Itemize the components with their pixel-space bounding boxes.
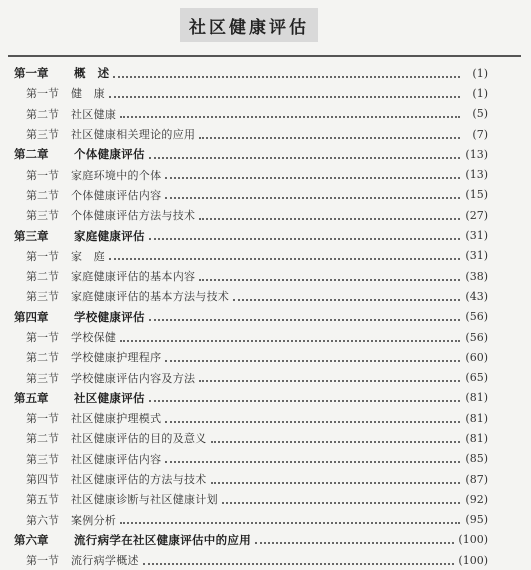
table-of-contents bbox=[14, 63, 488, 570]
dot-leader bbox=[120, 115, 460, 118]
entry-number: 第六节 bbox=[26, 513, 59, 527]
title-rule bbox=[8, 55, 521, 57]
entry-page-number: (85) bbox=[465, 452, 488, 466]
toc-section-entry bbox=[14, 489, 488, 509]
entry-number: 第三节 bbox=[26, 128, 59, 142]
entry-page-number: (95) bbox=[465, 513, 488, 527]
toc-section-entry bbox=[14, 449, 488, 469]
entry-page-number: (100) bbox=[458, 553, 488, 567]
entry-page-number: (81) bbox=[465, 391, 488, 405]
entry-title: 家庭环境中的个体 bbox=[71, 168, 162, 182]
entry-title: 健 康 bbox=[71, 87, 105, 101]
toc-section-entry bbox=[14, 510, 488, 530]
entry-number: 第一章 bbox=[14, 66, 49, 81]
entry-page-number: (60) bbox=[465, 350, 488, 364]
entry-title: 家庭健康评估 bbox=[74, 228, 145, 243]
entry-page-number: (81) bbox=[465, 411, 488, 425]
entry-number: 第二节 bbox=[26, 107, 59, 121]
dot-leader bbox=[165, 359, 460, 362]
entry-title: 社区健康评估 bbox=[74, 390, 145, 405]
toc-section-entry bbox=[14, 266, 488, 286]
entry-number: 第三节 bbox=[26, 209, 59, 223]
title-box bbox=[180, 8, 318, 42]
dot-leader bbox=[120, 339, 460, 342]
entry-page-number: (1) bbox=[472, 86, 488, 100]
entry-title: 案例分析 bbox=[71, 513, 117, 527]
entry-page-number: (87) bbox=[465, 472, 488, 486]
entry-page-number: (1) bbox=[472, 66, 488, 80]
toc-section-entry bbox=[14, 469, 488, 489]
entry-title: 学校健康评估 bbox=[74, 309, 145, 324]
entry-title: 社区健康评估内容 bbox=[71, 452, 162, 466]
toc-chapter-entry bbox=[14, 144, 488, 164]
entry-number: 第二章 bbox=[14, 147, 49, 162]
toc-chapter-entry bbox=[14, 225, 488, 245]
toc-section-entry bbox=[14, 124, 488, 144]
entry-title: 个体健康评估 bbox=[74, 147, 145, 162]
dot-leader bbox=[199, 136, 460, 139]
entry-number: 第三章 bbox=[14, 228, 49, 243]
toc-section-entry bbox=[14, 367, 488, 387]
entry-page-number: (56) bbox=[465, 330, 488, 344]
toc-section-entry bbox=[14, 104, 488, 124]
dot-leader bbox=[109, 257, 460, 260]
entry-page-number: (13) bbox=[465, 147, 488, 161]
dot-leader bbox=[233, 298, 460, 301]
page-title: 社区健康评估 bbox=[189, 17, 309, 38]
entry-title: 社区健康相关理论的应用 bbox=[71, 128, 196, 142]
entry-title: 社区健康护理模式 bbox=[71, 412, 162, 426]
entry-title: 个体健康评估内容 bbox=[71, 188, 162, 202]
dot-leader bbox=[143, 562, 455, 565]
dot-leader bbox=[165, 460, 460, 463]
toc-section-entry bbox=[14, 428, 488, 448]
entry-number: 第二节 bbox=[26, 432, 59, 446]
entry-page-number: (56) bbox=[465, 310, 488, 324]
entry-title: 流行病学在社区健康评估中的应用 bbox=[74, 532, 251, 547]
entry-title: 社区健康评估的目的及意义 bbox=[71, 432, 207, 446]
entry-number: 第四章 bbox=[14, 309, 49, 324]
dot-leader bbox=[120, 521, 460, 524]
dot-leader bbox=[222, 501, 460, 504]
entry-title: 个体健康评估方法与技术 bbox=[71, 209, 196, 223]
entry-title: 学校健康评估内容及方法 bbox=[71, 371, 196, 385]
dot-leader bbox=[109, 95, 460, 98]
entry-page-number: (65) bbox=[465, 371, 488, 385]
dot-leader bbox=[199, 379, 460, 382]
entry-page-number: (31) bbox=[465, 229, 488, 243]
entry-title: 概 述 bbox=[74, 66, 110, 81]
toc-section-entry bbox=[14, 347, 488, 367]
entry-page-number: (7) bbox=[472, 127, 488, 141]
entry-number: 第一节 bbox=[26, 168, 59, 182]
dot-leader bbox=[199, 278, 460, 281]
dot-leader bbox=[211, 481, 460, 484]
entry-page-number: (81) bbox=[465, 431, 488, 445]
dot-leader bbox=[149, 399, 460, 402]
entry-page-number: (5) bbox=[472, 107, 488, 121]
dot-leader bbox=[149, 318, 460, 321]
dot-leader bbox=[165, 420, 460, 423]
entry-page-number: (15) bbox=[465, 188, 488, 202]
toc-section-entry bbox=[14, 286, 488, 306]
entry-page-number: (92) bbox=[465, 492, 488, 506]
entry-title: 社区健康 bbox=[71, 107, 117, 121]
entry-page-number: (100) bbox=[458, 533, 488, 547]
toc-section-entry bbox=[14, 408, 488, 428]
toc-chapter-entry bbox=[14, 307, 488, 327]
entry-number: 第二节 bbox=[26, 351, 59, 365]
entry-title: 社区健康诊断与社区健康计划 bbox=[71, 493, 218, 507]
dot-leader bbox=[165, 176, 460, 179]
entry-number: 第二节 bbox=[26, 188, 59, 202]
dot-leader bbox=[165, 196, 460, 199]
toc-section-entry bbox=[14, 164, 488, 184]
toc-chapter-entry bbox=[14, 388, 488, 408]
entry-number: 第一节 bbox=[26, 249, 59, 263]
toc-section-entry bbox=[14, 185, 488, 205]
entry-title: 家庭健康评估的基本方法与技术 bbox=[71, 290, 230, 304]
entry-page-number: (43) bbox=[465, 289, 488, 303]
entry-page-number: (13) bbox=[465, 168, 488, 182]
entry-number: 第三节 bbox=[26, 452, 59, 466]
entry-title: 流行病学概述 bbox=[71, 554, 139, 568]
dot-leader bbox=[149, 237, 460, 240]
entry-number: 第二节 bbox=[26, 270, 59, 284]
entry-number: 第三节 bbox=[26, 290, 59, 304]
dot-leader bbox=[149, 156, 460, 159]
entry-title: 家 庭 bbox=[71, 249, 105, 263]
toc-section-entry bbox=[14, 550, 488, 570]
entry-title: 社区健康评估的方法与技术 bbox=[71, 473, 207, 487]
entry-title: 家庭健康评估的基本内容 bbox=[71, 270, 196, 284]
entry-number: 第五章 bbox=[14, 390, 49, 405]
toc-section-entry bbox=[14, 205, 488, 225]
toc-chapter-entry bbox=[14, 63, 488, 83]
dot-leader bbox=[199, 217, 460, 220]
toc-chapter-entry bbox=[14, 530, 488, 550]
entry-number: 第四节 bbox=[26, 473, 59, 487]
entry-title: 学校保健 bbox=[71, 331, 117, 344]
entry-number: 第一节 bbox=[26, 554, 59, 568]
entry-page-number: (27) bbox=[465, 208, 488, 222]
entry-page-number: (31) bbox=[465, 249, 488, 263]
dot-leader bbox=[255, 541, 454, 544]
entry-number: 第一节 bbox=[26, 331, 59, 344]
toc-section-entry bbox=[14, 246, 488, 266]
entry-number: 第三节 bbox=[26, 371, 59, 385]
entry-number: 第一节 bbox=[26, 412, 59, 426]
entry-number: 第五节 bbox=[26, 493, 59, 507]
entry-page-number: (38) bbox=[465, 269, 488, 283]
dot-leader bbox=[113, 75, 460, 78]
dot-leader bbox=[211, 440, 460, 443]
entry-number: 第六章 bbox=[14, 532, 49, 547]
entry-number: 第一节 bbox=[26, 87, 59, 101]
entry-title: 学校健康护理程序 bbox=[71, 351, 162, 365]
toc-section-entry bbox=[14, 327, 488, 347]
toc-section-entry bbox=[14, 83, 488, 103]
